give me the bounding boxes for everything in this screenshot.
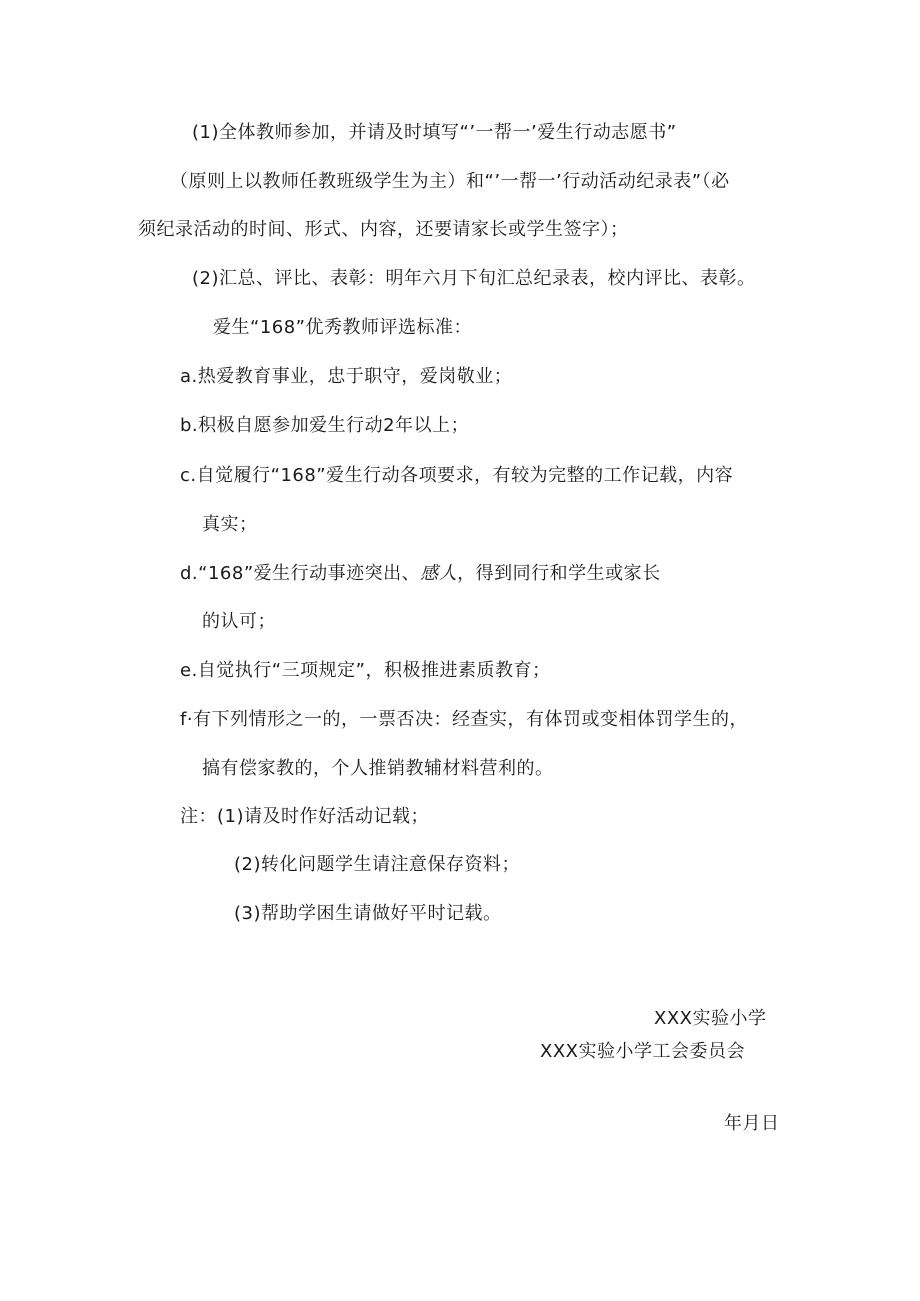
paragraph-line-3: 须纪录活动的时间、形式、内容，还要请家长或学生签字）； [138,219,629,240]
criteria-item-d-cont: 的认可； [202,611,276,632]
criteria-item-e: e.自觉执行“三项规定”，积极推进素质教育； [180,660,551,681]
criteria-item-d-emphasis: 感人 [420,563,458,584]
paragraph-line-4: (2)汇总、评比、表彰：明年六月下旬汇总纪录表，校内评比、表彰。 [192,268,756,289]
criteria-item-c-cont: 真实； [202,514,258,535]
paragraph-line-2: （原则上以教师任教班级学生为主）和“’一帮一’行动活动纪录表”（必 [170,171,730,192]
signature-union: XXX实验小学工会委员会 [540,1041,745,1062]
criteria-item-f-cont: 搞有偿家教的，个人推销教辅材料营利的。 [202,758,554,779]
note-1: 注：(1)请及时作好活动记载； [180,806,429,827]
criteria-item-b: b.积极自愿参加爱生行动2年以上； [180,415,470,436]
criteria-item-a: a.热爱教育事业，忠于职守，爱岗敬业； [180,366,513,387]
paragraph-line-1: (1)全体教师参加，并请及时填写“’一帮一’爱生行动志愿书” [192,122,677,143]
criteria-item-d-part2: ，得到同行和学生或家长 [457,563,661,584]
note-3: (3)帮助学困生请做好平时记载。 [234,903,502,924]
signature-date: 年月日 [724,1113,780,1134]
note-2: (2)转化问题学生请注意保存资料； [234,854,520,875]
criteria-item-c: c.自觉履行“168”爱生行动各项要求，有较为完整的工作记载，内容 [180,465,734,486]
criteria-heading: 爱生“168”优秀教师评选标准： [213,317,473,338]
signature-school: XXX实验小学 [654,1008,767,1029]
criteria-item-d-part1: d.“168”爱生行动事迹突出、 [180,563,421,584]
criteria-item-f: f·有下列情形之一的，一票否决：经查实，有体罚或变相体罚学生的， [180,709,749,730]
criteria-item-d [180,562,661,586]
